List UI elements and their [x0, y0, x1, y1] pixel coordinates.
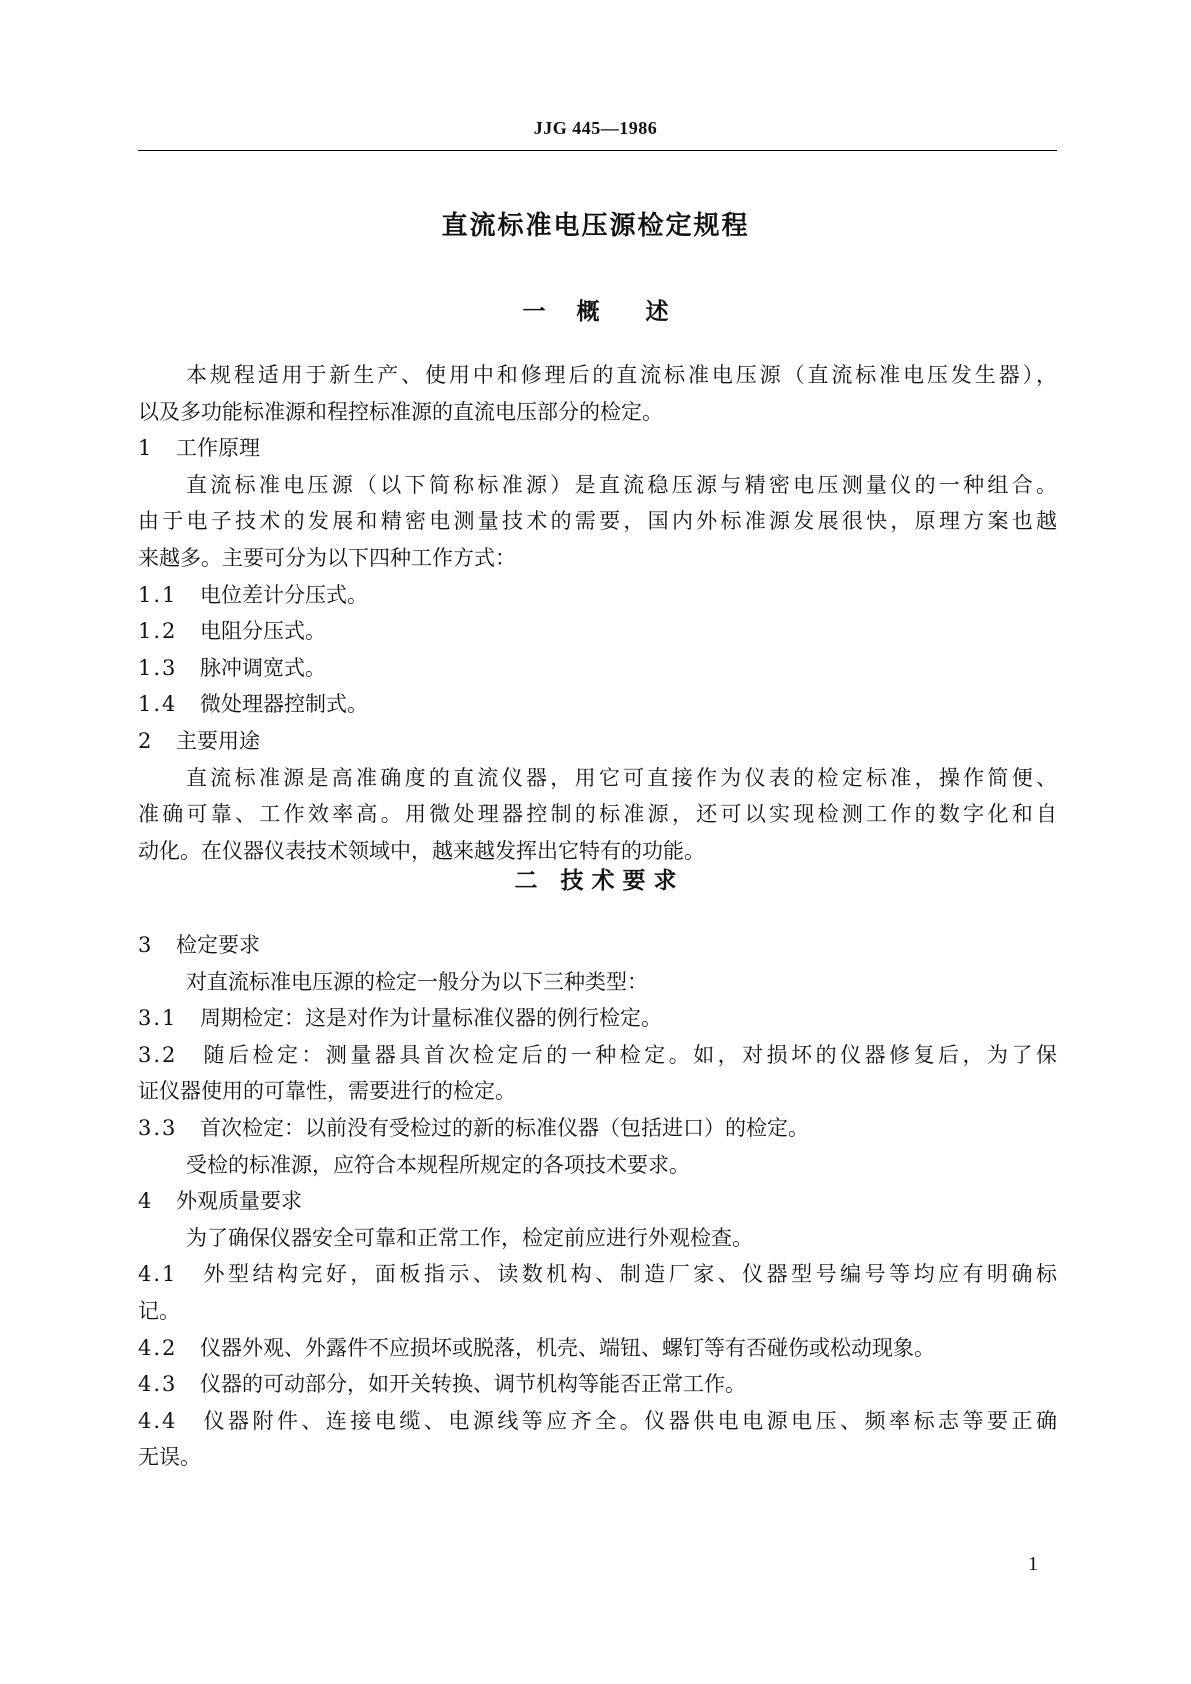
- line-text: 首次检定：以前没有受检过的新的标准仪器（包括进口）的检定。: [200, 1115, 809, 1140]
- page-number: 1: [1028, 1553, 1038, 1575]
- line-text: 电位差计分压式。: [200, 582, 368, 607]
- clause-number: 4.1: [138, 1262, 178, 1287]
- line-text: 仪器的可动部分，如开关转换、调节机构等能否正常工作。: [200, 1372, 746, 1397]
- section-technical-requirements-body: [138, 927, 1057, 1476]
- clause-number: 4.3: [138, 1372, 178, 1397]
- paragraph-line: [138, 1403, 1057, 1440]
- paragraph-line: [138, 577, 1057, 614]
- paragraph-line: [138, 1037, 1057, 1074]
- paragraph-line: [138, 650, 1057, 687]
- paragraph-line: [138, 613, 1057, 650]
- clause-number: 1.1: [138, 582, 178, 607]
- clause-number: 4.4: [138, 1408, 178, 1433]
- clause-number: 3.3: [138, 1115, 178, 1140]
- paragraph-line: [138, 1220, 1057, 1257]
- clause-number: 1.4: [138, 692, 178, 717]
- paragraph-line: [138, 540, 1057, 577]
- paragraph-line: [138, 964, 1057, 1001]
- paragraph-line: [138, 503, 1057, 540]
- section-overview-body: [138, 357, 1057, 869]
- line-text: 准确可靠、工作效率高。用微处理器控制的标准源，还可以实现检测工作的数字化和自: [138, 802, 1057, 827]
- clause-number: 3: [138, 933, 152, 957]
- paragraph-line: [138, 357, 1057, 394]
- line-text: 动化。在仪器仪表技术领域中，越来越发挥出它特有的功能。: [138, 838, 705, 863]
- paragraph-line: [138, 760, 1057, 797]
- line-text: 外观质量要求: [176, 1189, 302, 1214]
- line-text: 对直流标准电压源的检定一般分为以下三种类型：: [186, 969, 648, 994]
- paragraph-line: [138, 1110, 1057, 1147]
- paragraph-line: [138, 1366, 1057, 1403]
- document-title: 直流标准电压源检定规程: [441, 211, 750, 241]
- line-text: 为了确保仪器安全可靠和正常工作，检定前应进行外观检查。: [186, 1225, 753, 1250]
- line-text: 仪器附件、连接电缆、电源线等应齐全。仪器供电电源电压、频率标志等要正确: [200, 1408, 1057, 1433]
- line-text: 微处理器控制式。: [200, 692, 368, 717]
- line-text: 随后检定：测量器具首次检定后的一种检定。如，对损坏的仪器修复后，为了保: [200, 1042, 1057, 1067]
- paragraph-line: [138, 467, 1057, 504]
- line-text: 无误。: [138, 1445, 201, 1470]
- paragraph-line: [138, 927, 1057, 964]
- clause-number: 1.3: [138, 655, 178, 680]
- line-text: 以及多功能标准源和程控标准源的直流电压部分的检定。: [138, 399, 663, 424]
- line-text: 检定要求: [176, 933, 260, 957]
- line-text: 工作原理: [176, 436, 260, 461]
- paragraph-line: [138, 1000, 1057, 1037]
- paragraph-line: [138, 1439, 1057, 1476]
- line-text: 直流标准源是高准确度的直流仪器，用它可直接作为仪表的检定标准，操作简便、: [186, 765, 1057, 790]
- clause-number: 4.2: [138, 1335, 178, 1360]
- line-text: 由于电子技术的发展和精密电测量技术的需要，国内外标准源发展很快，原理方案也越: [138, 509, 1057, 534]
- line-text: 主要用途: [176, 728, 260, 753]
- paragraph-line: [138, 796, 1057, 833]
- paragraph-line: [138, 430, 1057, 467]
- section-heading-overview: 一 概 述: [522, 299, 669, 325]
- header-rule: [138, 150, 1057, 151]
- paragraph-line: [138, 1183, 1057, 1220]
- paragraph-line: [138, 1256, 1057, 1293]
- paragraph-line: [138, 1330, 1057, 1367]
- paragraph-line: [138, 1147, 1057, 1184]
- paragraph-line: [138, 723, 1057, 760]
- clause-number: 1.2: [138, 619, 178, 644]
- paragraph-line: [138, 394, 1057, 431]
- clause-number: 4: [138, 1189, 152, 1214]
- line-text: 周期检定：这是对作为计量标准仪器的例行检定。: [200, 1006, 662, 1031]
- paragraph-line: [138, 1293, 1057, 1330]
- line-text: 直流标准电压源（以下简称标准源）是直流稳压源与精密电压测量仪的一种组合。: [186, 472, 1057, 497]
- clause-number: 3.2: [138, 1042, 178, 1067]
- line-text: 电阻分压式。: [200, 619, 326, 644]
- line-text: 受检的标准源，应符合本规程所规定的各项技术要求。: [186, 1152, 690, 1177]
- line-text: 仪器外观、外露件不应损坏或脱落，机壳、端钮、螺钉等有否碰伤或松动现象。: [200, 1335, 935, 1360]
- paragraph-line: [138, 1073, 1057, 1110]
- clause-number: 1: [138, 436, 152, 461]
- clause-number: 3.1: [138, 1006, 178, 1031]
- paragraph-line: [138, 686, 1057, 723]
- line-text: 外型结构完好，面板指示、读数机构、制造厂家、仪器型号编号等均应有明确标: [200, 1262, 1057, 1287]
- clause-number: 2: [138, 728, 152, 753]
- document-code-header: JJG 445—1986: [533, 118, 658, 138]
- line-text: 本规程适用于新生产、使用中和修理后的直流标准电压源（直流标准电压发生器），: [186, 363, 1057, 387]
- line-text: 记。: [138, 1298, 180, 1323]
- line-text: 证仪器使用的可靠性，需要进行的检定。: [138, 1079, 516, 1104]
- line-text: 来越多。主要可分为以下四种工作方式：: [138, 545, 516, 570]
- section-heading-technical-requirements: 二 技 术 要 求: [514, 868, 677, 894]
- line-text: 脉冲调宽式。: [200, 655, 326, 680]
